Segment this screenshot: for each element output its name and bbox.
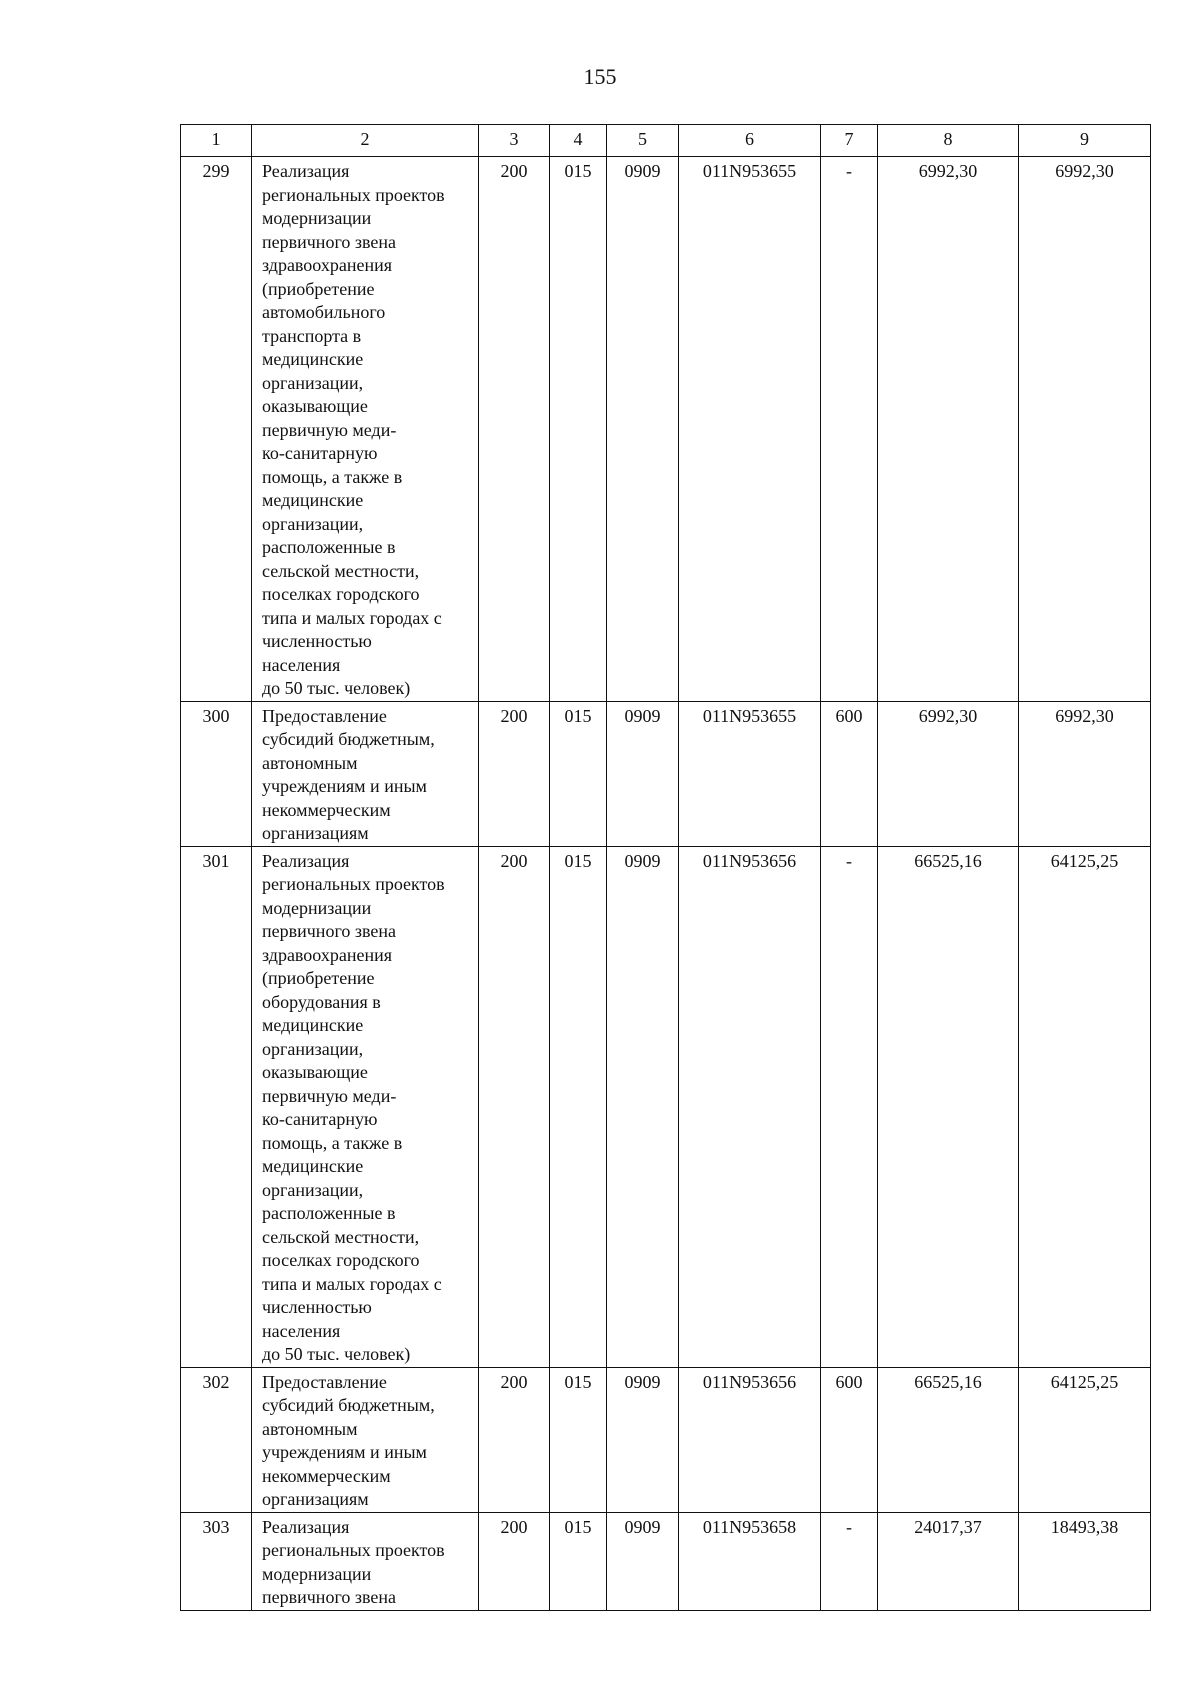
row-name-line: Реализация	[262, 1516, 350, 1537]
row-name-line: организации,	[262, 1038, 364, 1059]
row-col-6: 011N953655	[679, 701, 821, 846]
row-name-line: здравоохранения	[262, 255, 393, 275]
row-name-line: организациям	[262, 1489, 369, 1509]
row-amount-9: 64125,25	[1019, 1367, 1151, 1512]
page-number: 155	[583, 64, 617, 89]
table-row	[181, 1512, 1151, 1610]
row-amount-8: 6992,30	[878, 701, 1019, 846]
row-col-7: 600	[821, 1367, 878, 1512]
row-name-line: ко-санитарную	[262, 443, 378, 463]
row-name-line: до 50 тыс. человек)	[262, 678, 411, 698]
row-number: 302	[181, 1367, 252, 1512]
row-name-line: медицинские	[262, 490, 364, 510]
row-name-line: до 50 тыс. человек)	[262, 1344, 411, 1364]
row-col-6: 011N953656	[679, 846, 821, 1367]
header-col-8: 8	[878, 125, 1019, 157]
row-name-line: поселках городского	[262, 584, 420, 604]
row-name-line: численностью	[262, 631, 372, 651]
header-col-7: 7	[821, 125, 878, 157]
row-name-line: автомобильного	[262, 302, 386, 322]
table-row	[181, 1367, 1151, 1512]
row-name-line: помощь, а также в	[262, 1132, 403, 1153]
row-col-5: 0909	[607, 701, 679, 846]
header-col-1: 1	[181, 125, 252, 157]
table-header-row	[181, 125, 1151, 157]
row-name-line: медицинские	[262, 349, 364, 369]
row-name-line: региональных проектов	[262, 1540, 445, 1560]
row-name-line: первичного звена	[262, 921, 396, 941]
row-col-4: 015	[550, 1367, 607, 1512]
row-name-line: субсидий бюджетным,	[262, 729, 435, 749]
row-name-line: организации,	[262, 1179, 364, 1200]
row-name-line: транспорта в	[262, 325, 362, 346]
row-col-6: 011N953658	[679, 1512, 821, 1610]
row-name-line: расположенные в	[262, 537, 396, 557]
row-name-line: первичного звена	[262, 1587, 396, 1607]
row-col-5: 0909	[607, 1367, 679, 1512]
row-name-line: ко-санитарную	[262, 1109, 378, 1129]
row-name-line: первичного звена	[262, 231, 396, 252]
row-name-line: автономным	[262, 1418, 358, 1439]
row-name-line: медицинские	[262, 1015, 364, 1035]
row-name	[252, 157, 479, 702]
row-col-4: 015	[550, 846, 607, 1367]
row-name-line: населения	[262, 654, 341, 675]
row-name-line: первичную меди-	[262, 1085, 397, 1106]
row-name-line: сельской местности,	[262, 560, 420, 581]
row-amount-9: 6992,30	[1019, 701, 1151, 846]
row-number: 300	[181, 701, 252, 846]
row-col-3: 200	[479, 1512, 550, 1610]
row-col-7: 600	[821, 701, 878, 846]
row-name-line: здравоохранения	[262, 944, 393, 965]
row-name	[252, 701, 479, 846]
row-name	[252, 1512, 479, 1610]
row-name-line: расположенные в	[262, 1203, 396, 1223]
row-col-6: 011N953656	[679, 1367, 821, 1512]
row-name-line: типа и малых городах с	[262, 607, 442, 628]
row-name	[252, 846, 479, 1367]
row-name-line: некоммерческим	[262, 799, 391, 820]
budget-table	[180, 124, 1151, 1611]
row-name-line: модернизации	[262, 208, 372, 228]
row-col-7: -	[821, 157, 878, 702]
row-name-line: учреждениям и иным	[262, 776, 427, 796]
row-col-5: 0909	[607, 1512, 679, 1610]
row-name-line: Реализация	[262, 161, 350, 181]
row-col-3: 200	[479, 701, 550, 846]
row-amount-8: 24017,37	[878, 1512, 1019, 1610]
row-name-line: Реализация	[262, 850, 350, 871]
row-name-line: модернизации	[262, 897, 372, 918]
row-amount-9: 6992,30	[1019, 157, 1151, 702]
row-amount-8: 6992,30	[878, 157, 1019, 702]
row-name-line: численностью	[262, 1297, 372, 1317]
table-row	[181, 846, 1151, 1367]
row-name-line: (приобретение	[262, 278, 375, 299]
row-name-line: Предоставление	[262, 1371, 387, 1392]
row-col-5: 0909	[607, 157, 679, 702]
row-name-line: региональных проектов	[262, 184, 445, 205]
row-col-3: 200	[479, 157, 550, 702]
row-col-4: 015	[550, 1512, 607, 1610]
row-col-3: 200	[479, 1367, 550, 1512]
row-name-line: субсидий бюджетным,	[262, 1395, 435, 1415]
row-name-line: автономным	[262, 752, 358, 773]
row-name-line: медицинские	[262, 1156, 364, 1176]
row-col-3: 200	[479, 846, 550, 1367]
row-col-5: 0909	[607, 846, 679, 1367]
row-name-line: региональных проектов	[262, 874, 445, 894]
row-name-line: Предоставление	[262, 705, 387, 726]
row-name-line: организации,	[262, 513, 364, 534]
table-row	[181, 701, 1151, 846]
header-col-5: 5	[607, 125, 679, 157]
row-name	[252, 1367, 479, 1512]
row-col-6: 011N953655	[679, 157, 821, 702]
header-col-2: 2	[252, 125, 479, 157]
row-col-7: -	[821, 1512, 878, 1610]
header-col-3: 3	[479, 125, 550, 157]
row-amount-8: 66525,16	[878, 846, 1019, 1367]
row-amount-9: 18493,38	[1019, 1512, 1151, 1610]
row-col-4: 015	[550, 701, 607, 846]
row-name-line: оказывающие	[262, 396, 368, 416]
header-col-4: 4	[550, 125, 607, 157]
row-name-line: (приобретение	[262, 968, 375, 988]
row-number: 303	[181, 1512, 252, 1610]
row-name-line: оказывающие	[262, 1062, 368, 1082]
header-col-9: 9	[1019, 125, 1151, 157]
row-name-line: организациям	[262, 823, 369, 843]
row-col-4: 015	[550, 157, 607, 702]
row-name-line: помощь, а также в	[262, 466, 403, 487]
row-name-line: некоммерческим	[262, 1465, 391, 1486]
table-row	[181, 157, 1151, 702]
row-amount-8: 66525,16	[878, 1367, 1019, 1512]
row-amount-9: 64125,25	[1019, 846, 1151, 1367]
row-name-line: первичную меди-	[262, 419, 397, 440]
row-name-line: модернизации	[262, 1563, 372, 1584]
row-col-7: -	[821, 846, 878, 1367]
row-number: 299	[181, 157, 252, 702]
row-name-line: населения	[262, 1320, 341, 1341]
row-name-line: поселках городского	[262, 1250, 420, 1270]
row-name-line: учреждениям и иным	[262, 1442, 427, 1462]
row-name-line: типа и малых городах с	[262, 1273, 442, 1294]
row-number: 301	[181, 846, 252, 1367]
row-name-line: сельской местности,	[262, 1226, 420, 1247]
row-name-line: оборудования в	[262, 991, 381, 1012]
row-name-line: организации,	[262, 372, 364, 393]
header-col-6: 6	[679, 125, 821, 157]
